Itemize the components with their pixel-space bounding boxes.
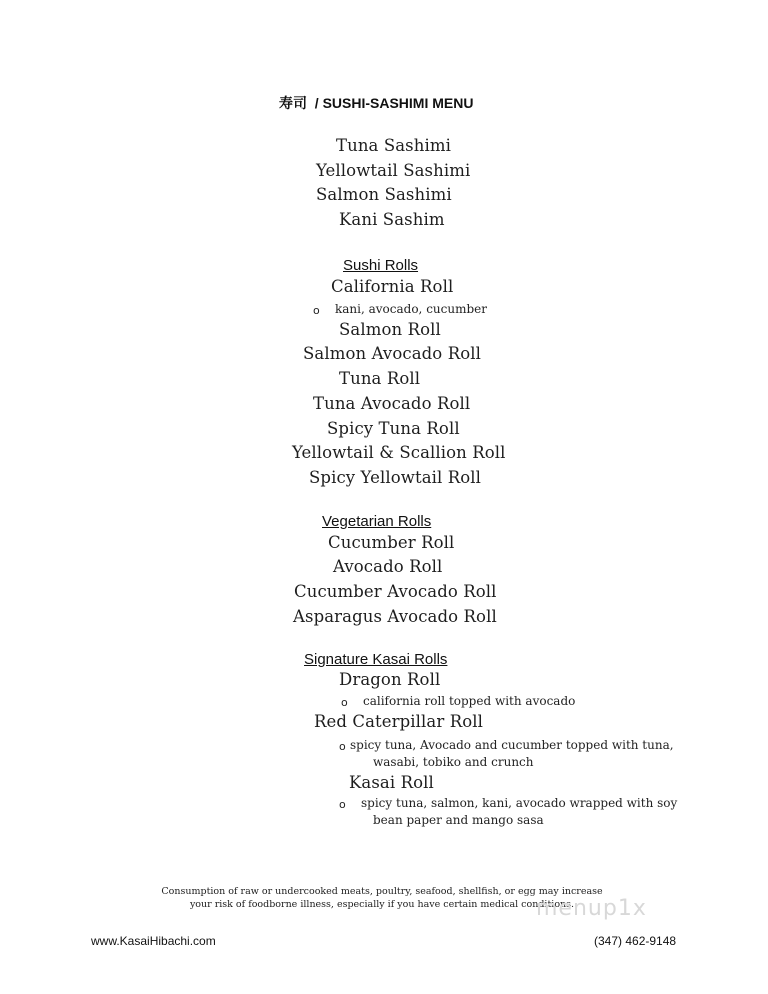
menu-item-asparagus-avocado-roll: Asparagus Avocado Roll — [293, 607, 497, 626]
menu-item-cucumber-avocado-roll: Cucumber Avocado Roll — [294, 582, 497, 601]
page-title — [279, 93, 473, 113]
menu-item-salmon-sashimi: Salmon Sashimi — [316, 185, 452, 204]
item-description-dragon: california roll topped with avocado — [363, 694, 576, 708]
menu-item-spicy-yellowtail-roll: Spicy Yellowtail Roll — [309, 468, 482, 487]
menu-item-yellowtail-sashimi: Yellowtail Sashimi — [316, 161, 471, 180]
title-text: SUSHI-SASHIMI MENU — [322, 95, 474, 111]
footer-phone: (347) 462-9148 — [594, 934, 677, 948]
menu-item-california-roll: California Roll — [331, 277, 454, 296]
bullet-marker: o — [313, 304, 320, 317]
menu-item-tuna-roll: Tuna Roll — [339, 369, 421, 388]
menu-item-red-caterpillar-roll: Red Caterpillar Roll — [314, 712, 484, 731]
disclaimer-line1: Consumption of raw or undercooked meats, poultry, seafood, shellfish, or egg may increase — [161, 886, 603, 897]
bullet-marker: o — [339, 740, 346, 753]
menu-item-spicy-tuna-roll: Spicy Tuna Roll — [327, 419, 460, 438]
menu-item-kasai-roll: Kasai Roll — [349, 773, 434, 792]
menu-item-cucumber-roll: Cucumber Roll — [328, 533, 455, 552]
item-description-kasai-line2: bean paper and mango sasa — [373, 813, 544, 827]
item-description-caterpillar-line2: wasabi, tobiko and crunch — [373, 755, 534, 769]
menu-item-salmon-avocado-roll: Salmon Avocado Roll — [303, 344, 482, 363]
bullet-marker: o — [339, 798, 346, 811]
menu-item-avocado-roll: Avocado Roll — [333, 557, 443, 576]
footer-website-link[interactable]: www.KasaiHibachi.com — [91, 934, 216, 948]
title-separator: / — [314, 95, 319, 111]
menu-item-tuna-sashimi: Tuna Sashimi — [336, 136, 451, 155]
title-kanji: 寿司 — [279, 95, 307, 111]
section-heading-signature-rolls: Signature Kasai Rolls — [304, 651, 448, 668]
menu-item-dragon-roll: Dragon Roll — [339, 670, 441, 689]
item-description-california: kani, avocado, cucumber — [335, 302, 487, 316]
section-heading-vegetarian-rolls: Vegetarian Rolls — [322, 513, 432, 530]
watermark-logo: menup1x — [536, 896, 647, 921]
menu-item-kani-sashimi: Kani Sashim — [339, 210, 445, 229]
menu-item-salmon-roll: Salmon Roll — [339, 320, 441, 339]
menu-item-tuna-avocado-roll: Tuna Avocado Roll — [313, 394, 471, 413]
item-description-kasai-line1: spicy tuna, salmon, kani, avocado wrapped with soy — [361, 796, 678, 810]
menu-item-yellowtail-scallion-roll: Yellowtail & Scallion Roll — [292, 443, 506, 462]
bullet-marker: o — [341, 696, 348, 709]
item-description-caterpillar-line1: spicy tuna, Avocado and cucumber topped with tuna, — [350, 738, 674, 752]
disclaimer-line2: your risk of foodborne illness, especially if you have certain medical conditions. — [189, 899, 575, 910]
section-heading-sushi-rolls: Sushi Rolls — [343, 257, 419, 274]
